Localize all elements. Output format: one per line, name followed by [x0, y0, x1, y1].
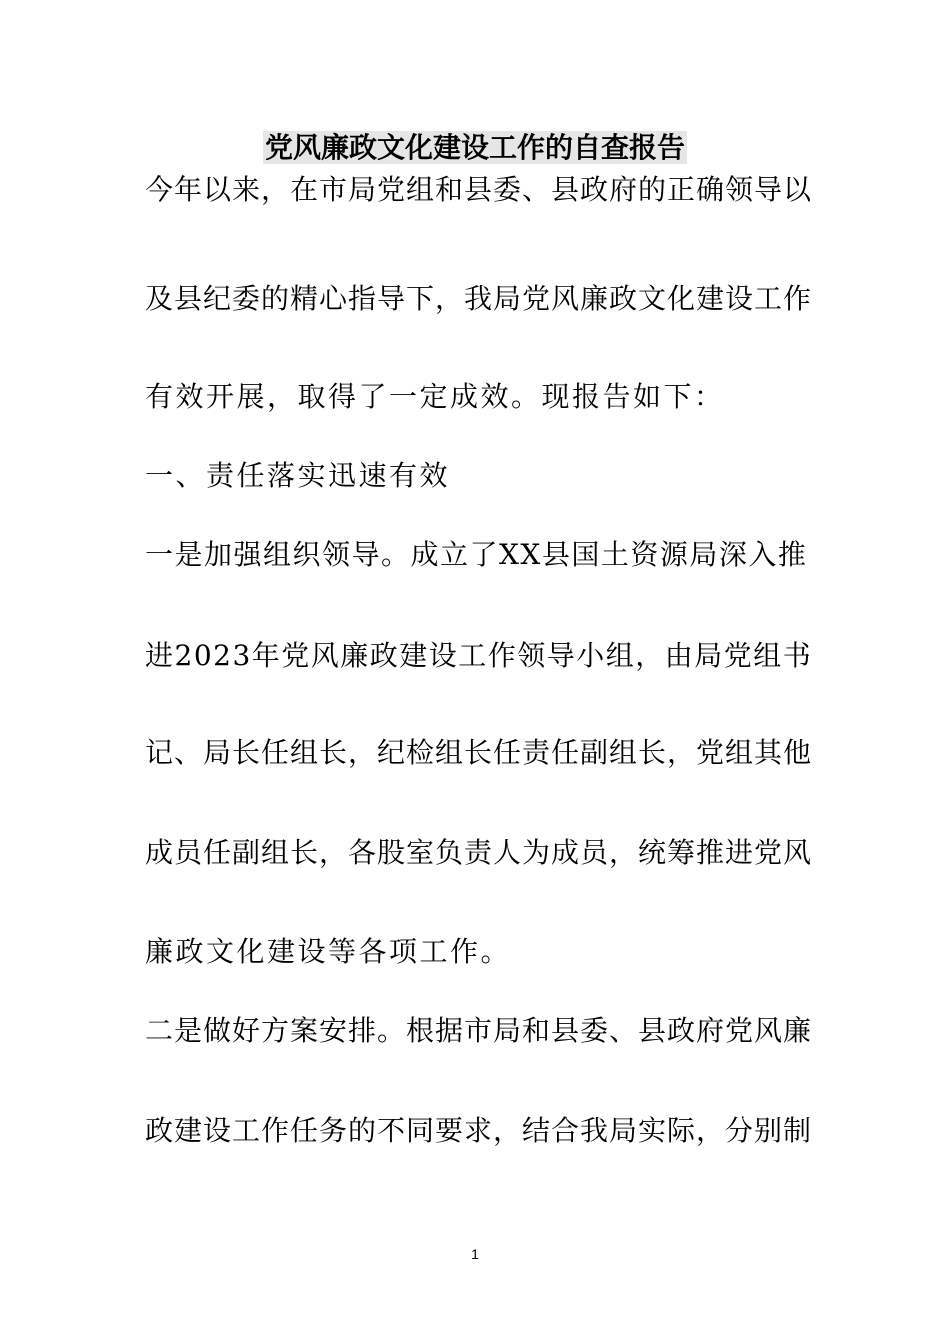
- paragraph-line: 记、局长任组长，纪检组长任责任副组长，党组其他: [145, 736, 813, 769]
- paragraph-line: 政建设工作任务的不同要求，结合我局实际，分别制: [145, 1114, 813, 1147]
- paragraph-line: 廉政文化建设等各项工作。: [145, 935, 512, 968]
- paragraph-line: 今年以来，在市局党组和县委、县政府的正确领导以: [145, 173, 813, 206]
- paragraph-line: 二是做好方案安排。根据市局和县委、县政府党风廉: [145, 1014, 813, 1047]
- page-number: 1: [471, 1246, 479, 1262]
- paragraph-line: 一是加强组织领导。成立了XX县国土资源局深入推: [145, 538, 808, 571]
- document-title-text: 党风廉政文化建设工作的自查报告: [264, 131, 685, 164]
- paragraph-line: 有效开展，取得了一定成效。现报告如下：: [145, 380, 725, 413]
- paragraph-line: 成员任副组长，各股室负责人为成员，统筹推进党风: [145, 836, 813, 869]
- paragraph-line: 及县纪委的精心指导下，我局党风廉政文化建设工作: [145, 282, 813, 315]
- document-title: [0, 128, 950, 168]
- paragraph-line: 进2023年党风廉政建设工作领导小组，由局党组书: [145, 639, 813, 672]
- section-heading: 一、责任落实迅速有效: [145, 459, 451, 492]
